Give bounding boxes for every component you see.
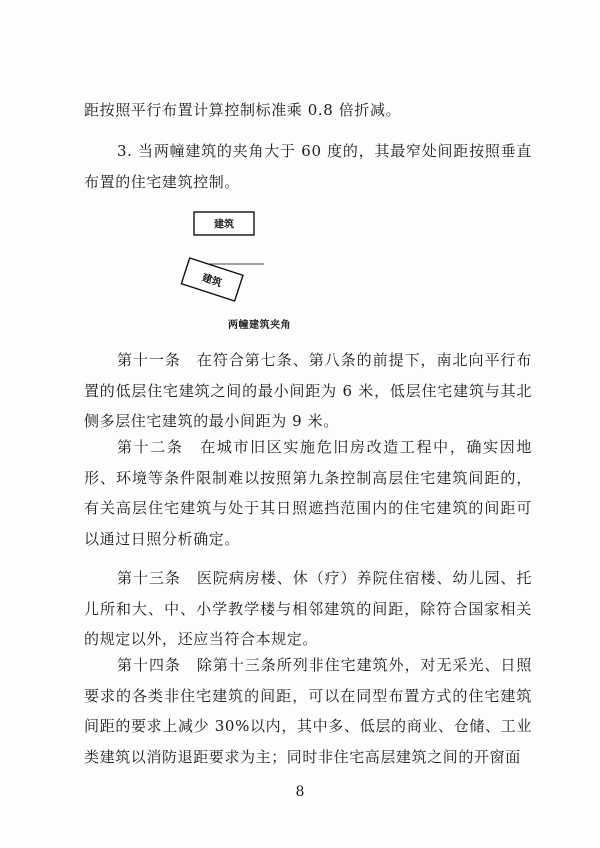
bottom-building-label: 建筑 — [200, 272, 223, 290]
building-angle-diagram — [170, 208, 280, 308]
diagram-caption: 两幢建筑夹角 — [228, 320, 291, 331]
page-number: 8 — [295, 784, 305, 800]
article-11: 第十一条 在符合第七条、第八条的前提下，南北向平行布置的低层住宅建筑之间的最小间距为 6 米，低层住宅建筑与其北侧多层住宅建筑的最小间距为 9 米。 — [84, 351, 532, 430]
article-13: 第十三条 医院病房楼、休（疗）养院住宿楼、幼儿园、托儿所和大、中、小学教学楼与相邻建筑的间距，除符合国家相关的规定以外，还应当符合本规定。 — [84, 569, 532, 648]
article-12: 第十二条 在城市旧区实施危旧房改造工程中，确实因地形、环境等条件限制难以按照第九条控制高层住宅建筑间距的，有关高层住宅建筑与处于其日照遮挡范围内的住宅建筑的间距可以通过日照分析确定。 — [84, 438, 532, 548]
top-building-label: 建筑 — [214, 219, 234, 231]
paragraph-item-3: 3. 当两幢建筑的夹角大于 60 度的，其最窄处间距按照垂直布置的住宅建筑控制。 — [84, 142, 532, 191]
paragraph-continuation: 距按照平行布置计算控制标准乘 0.8 倍折减。 — [84, 101, 402, 119]
article-14: 第十四条 除第十三条所列非住宅建筑外，对无采光、日照要求的各类非住宅建筑的间距，可以在同型布置方式的住宅建筑间距的要求上减少 30%以内，其中多、低层的商业、仓储、工业类建筑以消防退距要求为主；同时非住宅高层建筑之间的开窗面 — [84, 656, 532, 766]
